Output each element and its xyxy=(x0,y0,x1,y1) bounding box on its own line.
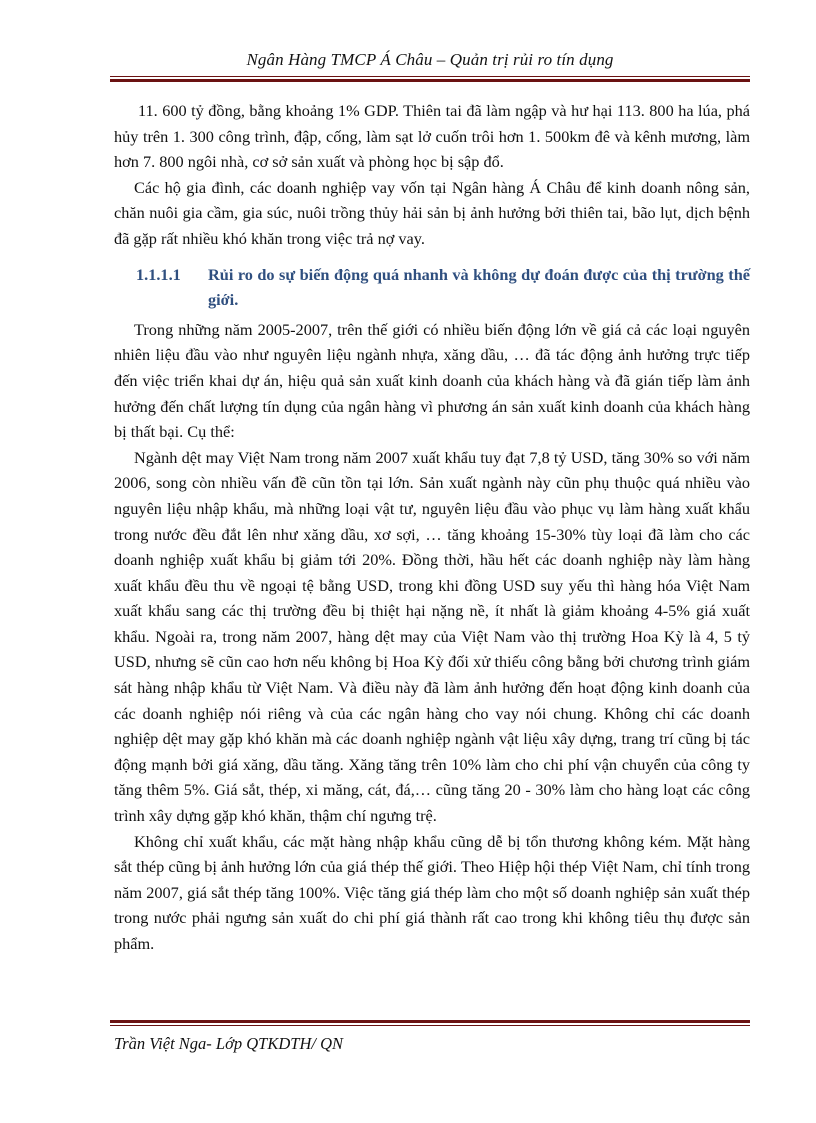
header-rule xyxy=(110,76,750,82)
section-title: Rủi ro do sự biến động quá nhanh và không dự đoán được của thị trường thế giới. xyxy=(208,264,750,310)
page-content xyxy=(114,98,750,957)
page-footer: Trần Việt Nga- Lớp QTKDTH/ QN xyxy=(114,1034,344,1053)
footer-rule-thin xyxy=(110,1025,750,1026)
page-header: Ngân Hàng TMCP Á Châu – Quản trị rủi ro tín dụng xyxy=(246,50,614,69)
paragraph-3: Trong những năm 2005-2007, trên thế giới có nhiều biến động lớn về giá cả các loại nguyên nhiên liệu đầu vào như nguyên liệu ngành nhựa, xăng dầu, … đã tác động ảnh hưởng trực tiếp đến việc triển khai dự án, hiệu quả sản xuất kinh doanh của khách hàng và đã gián tiếp làm ảnh hưởng đến chất lượng tín dụng của ngân hàng vì phương án sản xuất kinh doanh của khách hàng bị thất bại. Cụ thể: xyxy=(114,319,750,442)
footer-rule-thick xyxy=(110,1020,750,1023)
header-rule-thick xyxy=(110,79,750,82)
paragraph-5: Không chỉ xuất khẩu, các mặt hàng nhập khẩu cũng dễ bị tổn thương không kém. Mặt hàng sắt thép cũng bị ảnh hưởng lớn của giá thép thế giới. Theo Hiệp hội thép Việt Nam, chỉ tính trong năm 2007, giá sắt thép tăng 100%. Việc tăng giá thép làm cho một số doanh nghiệp sản xuất thép trong nước phải ngưng sản xuất do chi phí giá thành rất cao trong khi không tiêu thụ được sản phẩm. xyxy=(114,831,750,953)
header-rule-thin xyxy=(110,76,750,77)
paragraph-4: Ngành dệt may Việt Nam trong năm 2007 xuất khẩu tuy đạt 7,8 tỷ USD, tăng 30% so với năm 2006, song còn nhiều vấn đề cũn tồn tại lớn. Sản xuất ngành này cũn phụ thuộc quá nhiều vào nguyên liệu nhập khẩu, mà những loại vật tư, nguyên liệu đầu vào phục vụ làm hàng xuất khẩu trong nước đều đắt lên như xăng dầu, xơ sợi, … tăng khoảng 15-30% tùy loại đã làm cho các doanh nghiệp xuất khẩu bị giảm tới 20%. Đồng thời, hầu hết các doanh nghiệp này làm hàng xuất khẩu đều thu về ngoại tệ bằng USD, trong khi đồng USD suy yếu thì hàng hóa Việt Nam xuất khẩu sang các thị trường đều bị thiệt hại nặng nề, ít nhất là giảm khoảng 4-5% giá xuất khẩu. Ngoài ra, trong năm 2007, hàng dệt may của Việt Nam vào thị trường Hoa Kỳ là 4, 5 tỷ USD, nhưng sẽ cũn cao hơn nếu không bị Hoa Kỳ đối xử thiếu công bằng bởi chương trình giám sát hàng nhập khẩu từ Việt Nam. Và điều này đã làm ảnh hưởng đến hoạt động kinh doanh của các doanh nghiệp nói riêng và của các ngân hàng cho vay nói chung. Không chỉ các doanh nghiệp dệt may gặp khó khăn mà các doanh nghiệp ngành vật liệu xây dựng, trang trí cũng bị tác động mạnh bởi giá xăng, dầu tăng. Xăng tăng trên 10% làm cho chi phí vận chuyển của công ty tăng thêm 5%. Giá sắt, thép, xi măng, cát, đá,… cũng tăng 20 - 30% làm cho hàng loạt các công trình xây dựng gặp khó khăn, thậm chí ngưng trệ. xyxy=(114,447,750,826)
footer-rule xyxy=(110,1020,750,1026)
paragraph-1: 11. 600 tỷ đồng, bằng khoảng 1% GDP. Thiên tai đã làm ngập và hư hại 113. 800 ha lúa, phá hủy trên 1. 300 công trình, đập, cống, làm sạt lở cuốn trôi hơn 1. 500km đê và kênh mương, làm hơn 7. 800 ngôi nhà, cơ sở sản xuất và phòng học bị sập đổ. xyxy=(114,101,750,172)
paragraph-2: Các hộ gia đình, các doanh nghiệp vay vốn tại Ngân hàng Á Châu để kinh doanh nông sản, chăn nuôi gia cầm, gia súc, nuôi trồng thủy hải sản bị ảnh hưởng bởi thiên tai, bão lụt, dịch bệnh đã gặp rất nhiều khó khăn trong việc trả nợ vay. xyxy=(114,177,750,248)
section-heading xyxy=(114,262,750,313)
section-number: 1.1.1.1 xyxy=(136,264,181,284)
